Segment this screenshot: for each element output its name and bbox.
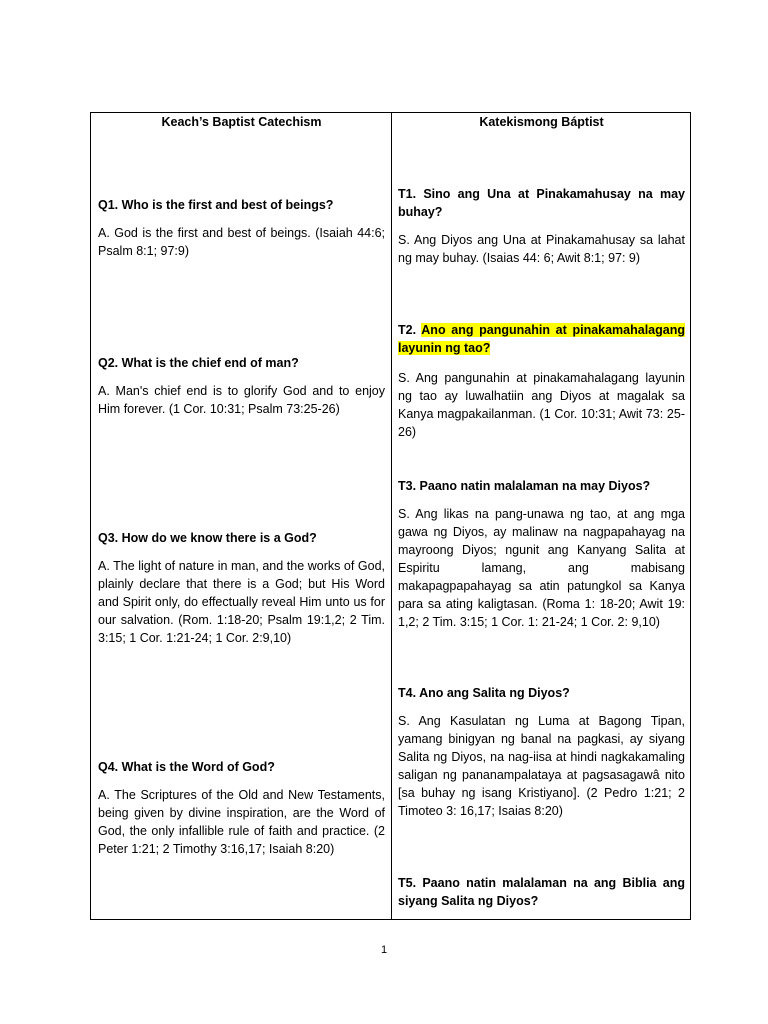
- left-question-1: Q1. Who is the first and best of beings?: [98, 198, 334, 212]
- right-question-2-label: T2.: [398, 323, 417, 337]
- right-question-1: T1. Sino ang Una at Pinakamahusay na may buhay?: [398, 187, 685, 219]
- left-column-header: Keach’s Baptist Catechism: [161, 115, 322, 129]
- right-column-header: Katekismong Báptist: [479, 115, 604, 129]
- right-question-5: T5. Paano natin malalaman na ang Biblia ang siyang Salita ng Diyos?: [398, 876, 685, 908]
- right-question-4: T4. Ano ang Salita ng Diyos?: [398, 686, 570, 700]
- left-answer-2: A. Man's chief end is to glorify God and to enjoy Him forever. (1 Cor. 10:31; Psalm 73:25-26): [98, 384, 385, 416]
- right-question-3: T3. Paano natin malalaman na may Diyos?: [398, 479, 651, 493]
- left-question-4: Q4. What is the Word of God?: [98, 760, 275, 774]
- page-number: 1: [380, 944, 388, 956]
- catechism-table: [90, 112, 691, 920]
- left-question-3: Q3. How do we know there is a God?: [98, 531, 317, 545]
- right-answer-3: S. Ang likas na pang-unawa ng tao, at ang mga gawa ng Diyos, ay malinaw na nagpapahayag na mayroong Diyos; ngunit ang Kanyang Salita at Espiritu lamang, ang mabisang makapagpapahayag sa atin patungkol sa Kanya para sa ating kaligtasan. (Roma 1: 18-20; Awit 19: 1,2; 2 Tim. 3:15; 1 Cor. 1: 21-24; 1 Cor. 2: 9,10): [398, 507, 685, 629]
- left-answer-1: A. God is the first and best of beings. (Isaiah 44:6; Psalm 8:1; 97:9): [98, 226, 385, 258]
- right-answer-2: S. Ang pangunahin at pinakamahalagang layunin ng tao ay luwalhatiin ang Diyos at magalak sa Kanya magpakailanman. (1 Cor. 10:31; Awit 73: 25-26): [398, 371, 685, 439]
- right-answer-1: S. Ang Diyos ang Una at Pinakamahusay sa lahat ng may buhay. (Isaias 44: 6; Awit 8:1; 97: 9): [398, 233, 685, 265]
- right-question-2-highlighted: Ano ang pangunahin at pinakamahalagang layunin ng tao?: [398, 323, 685, 355]
- column-divider: [391, 113, 392, 919]
- left-answer-3: A. The light of nature in man, and the works of God, plainly declare that there is a God; but His Word and Spirit only, do effectually reveal Him unto us for our salvation. (Rom. 1:18-20; Psalm 19:1,2; 2 Tim. 3:15; 1 Cor. 1:21-24; 1 Cor. 2:9,10): [98, 559, 385, 645]
- left-question-2: Q2. What is the chief end of man?: [98, 356, 299, 370]
- left-answer-4: A. The Scriptures of the Old and New Testaments, being given by divine inspiration, are the Word of God, the only infallible rule of faith and practice. (2 Peter 1:21; 2 Timothy 3:16,17; Isaiah 8:20): [98, 788, 385, 856]
- right-answer-4: S. Ang Kasulatan ng Luma at Bagong Tipan, yamang binigyan ng banal na pagkasi, ay siyang Salita ng Diyos, na nag-iisa at hindi nagkakamaling saligan ng pananampalataya at pagsasagawâ nito [sa buhay ng isang Kristiyano]. (2 Pedro 1:21; 2 Timoteo 3: 16,17; Isaias 8:20): [398, 714, 685, 818]
- right-question-2: [398, 321, 685, 357]
